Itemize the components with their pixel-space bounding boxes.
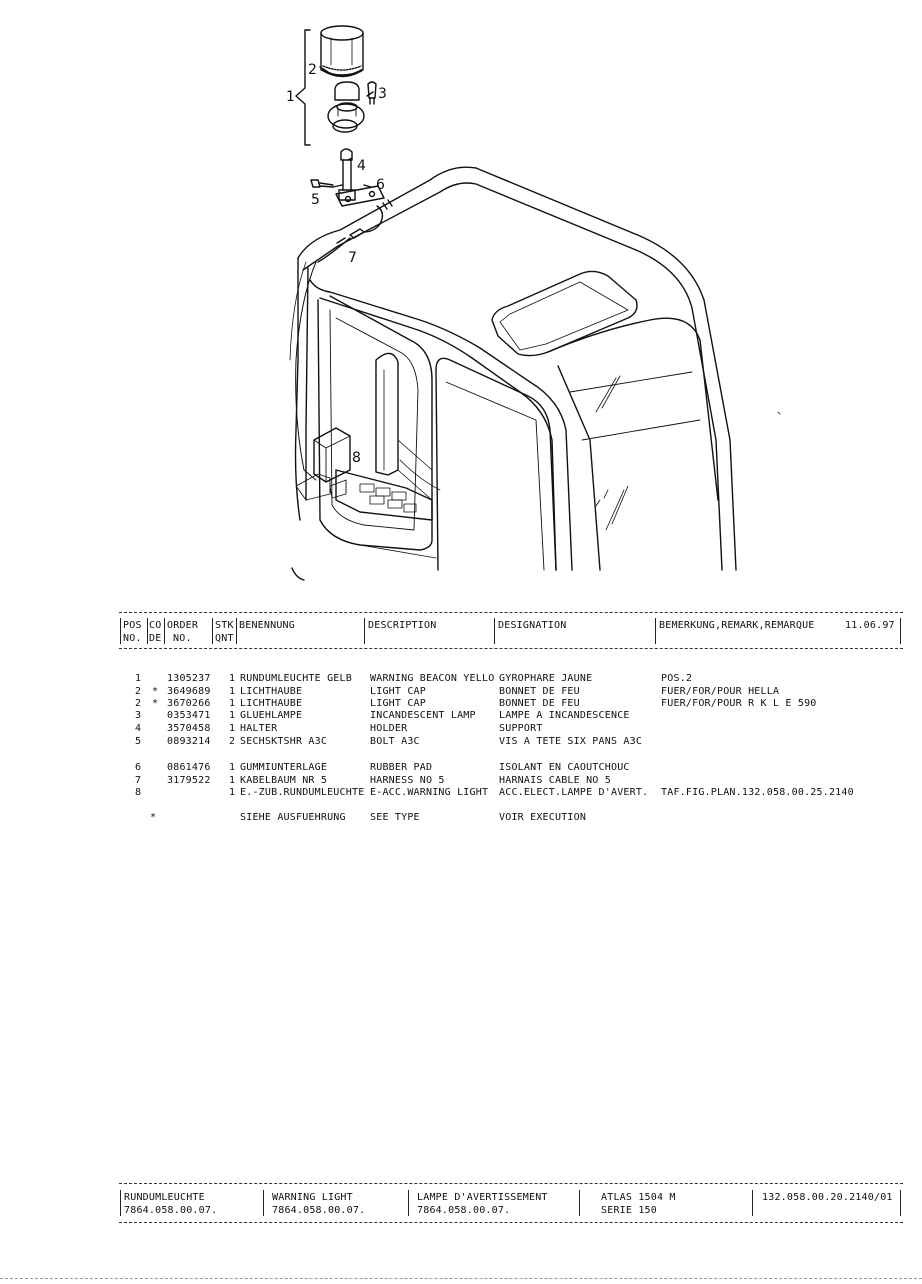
part-benennung: RUNDUMLEUCHTE GELB (240, 673, 352, 684)
footer-model: ATLAS 1504 M (601, 1192, 676, 1203)
part-description: WARNING BEACON YELLO (370, 673, 495, 684)
part-order: 3570458 (167, 723, 211, 734)
part-benennung: E.-ZUB.RUNDUMLEUCHTE (240, 787, 365, 798)
part-order: 1305237 (167, 673, 211, 684)
page-edge-rule (0, 1278, 922, 1279)
footer-block (0, 1186, 922, 1222)
footer-de-title: RUNDUMLEUCHTE (124, 1192, 205, 1203)
footer-docnum: 132.058.00.20.2140/01 (762, 1192, 893, 1203)
part-designation: SUPPORT (499, 723, 543, 734)
header-bemerkung: BEMERKUNG,REMARK,REMARQUE (659, 620, 815, 631)
bolt-drawing (311, 180, 333, 187)
callout-1: 1 (286, 89, 295, 105)
table-header (0, 614, 922, 646)
part-remark: FUER/FOR/POUR R K L E 590 (661, 698, 817, 709)
part-order: 0353471 (167, 710, 211, 721)
header-benennung: BENENNUNG (239, 620, 295, 631)
part-designation: LAMPE A INCANDESCENCE (499, 710, 630, 721)
part-code: * (152, 698, 159, 709)
footnote-benennung: SIEHE AUSFUEHRUNG (240, 812, 346, 823)
part-designation: GYROPHARE JAUNE (499, 673, 593, 684)
callout-2: 2 (308, 62, 317, 78)
part-benennung: GUMMIUNTERLAGE (240, 762, 328, 773)
part-order: 3649689 (167, 686, 211, 697)
footer-top-rule (119, 1183, 903, 1184)
part-description: E-ACC.WARNING LIGHT (370, 787, 489, 798)
part-benennung: LICHTHAUBE (240, 686, 303, 697)
exploded-parts-drawing (0, 0, 922, 600)
part-benennung: KABELBAUM NR 5 (240, 775, 328, 786)
part-description: INCANDESCENT LAMP (370, 710, 476, 721)
header-date: 11.06.97 (845, 620, 895, 631)
part-benennung: HALTER (240, 723, 278, 734)
header-description: DESCRIPTION (368, 620, 437, 631)
part-benennung: SECHSKTSHR A3C (240, 736, 328, 747)
part-pos: 3 (135, 710, 142, 721)
part-order: 3179522 (167, 775, 211, 786)
header-order-no: NO. (173, 633, 192, 644)
part-description: LIGHT CAP (370, 698, 426, 709)
beacon-base-drawing (328, 82, 364, 132)
part-pos: 5 (135, 736, 142, 747)
table-header-rule (119, 648, 903, 649)
part-benennung: LICHTHAUBE (240, 698, 303, 709)
part-pos: 4 (135, 723, 142, 734)
header-qnt: QNT (215, 633, 234, 644)
part-order: 0861476 (167, 762, 211, 773)
table-row (0, 762, 922, 775)
part-code: * (152, 686, 159, 697)
table-top-rule (119, 612, 903, 613)
header-stk: STK (215, 620, 234, 631)
part-qty: 1 (229, 686, 236, 697)
part-designation: BONNET DE FEU (499, 698, 580, 709)
callout-4: 4 (357, 158, 366, 174)
part-qty: 1 (229, 762, 236, 773)
part-pos: 2 (135, 686, 142, 697)
footer-en-code: 7864.058.00.07. (272, 1205, 366, 1216)
part-pos: 6 (135, 762, 142, 773)
cab-outline-drawing (290, 167, 780, 580)
part-description: HARNESS NO 5 (370, 775, 445, 786)
part-description: HOLDER (370, 723, 408, 734)
light-cap-drawing (321, 26, 363, 76)
footer-en-title: WARNING LIGHT (272, 1192, 353, 1203)
header-designation: DESIGNATION (498, 620, 567, 631)
part-description: BOLT A3C (370, 736, 420, 747)
table-row (0, 673, 922, 686)
part-designation: HARNAIS CABLE NO 5 (499, 775, 611, 786)
part-description: LIGHT CAP (370, 686, 426, 697)
part-qty: 1 (229, 710, 236, 721)
callout-6: 6 (376, 177, 385, 193)
footnote-mark: * (150, 812, 157, 823)
part-pos: 8 (135, 787, 142, 798)
part-remark: POS.2 (661, 673, 693, 684)
header-de: DE (149, 633, 162, 644)
callout-5: 5 (311, 192, 320, 208)
part-designation: VIS A TETE SIX PANS A3C (499, 736, 643, 747)
header-order: ORDER (167, 620, 199, 631)
table-row (0, 723, 922, 736)
table-row (0, 710, 922, 723)
table-row (0, 787, 922, 800)
part-remark: FUER/FOR/POUR HELLA (661, 686, 780, 697)
part-qty: 1 (229, 787, 236, 798)
part-benennung: GLUEHLAMPE (240, 710, 303, 721)
footnote-description: SEE TYPE (370, 812, 420, 823)
header-pos: POS (123, 620, 142, 631)
footnote-designation: VOIR EXECUTION (499, 812, 587, 823)
footer-fr-title: LAMPE D'AVERTISSEMENT (417, 1192, 548, 1203)
part-pos: 1 (135, 673, 142, 684)
part-pos: 7 (135, 775, 142, 786)
header-co: CO (149, 620, 162, 631)
footnote-row (0, 812, 922, 825)
footer-de-code: 7864.058.00.07. (124, 1205, 218, 1216)
part-qty: 1 (229, 775, 236, 786)
part-description: RUBBER PAD (370, 762, 433, 773)
part-designation: ISOLANT EN CAOUTCHOUC (499, 762, 630, 773)
part-qty: 1 (229, 723, 236, 734)
footer-bottom-rule (119, 1222, 903, 1223)
part-designation: BONNET DE FEU (499, 686, 580, 697)
header-no: NO. (123, 633, 142, 644)
part-order: 3670266 (167, 698, 211, 709)
part-designation: ACC.ELECT.LAMPE D'AVERT. (499, 787, 649, 798)
callout-8: 8 (352, 450, 361, 466)
part-pos: 2 (135, 698, 142, 709)
table-row (0, 736, 922, 749)
footer-fr-code: 7864.058.00.07. (417, 1205, 511, 1216)
part-qty: 1 (229, 673, 236, 684)
part-qty: 1 (229, 698, 236, 709)
part-remark: TAF.FIG.PLAN.132.058.00.25.2140 (661, 787, 854, 798)
callout-7: 7 (348, 250, 357, 266)
part-order: 0893214 (167, 736, 211, 747)
callout-3: 3 (378, 86, 387, 102)
footer-series: SERIE 150 (601, 1205, 657, 1216)
part-qty: 2 (229, 736, 236, 747)
